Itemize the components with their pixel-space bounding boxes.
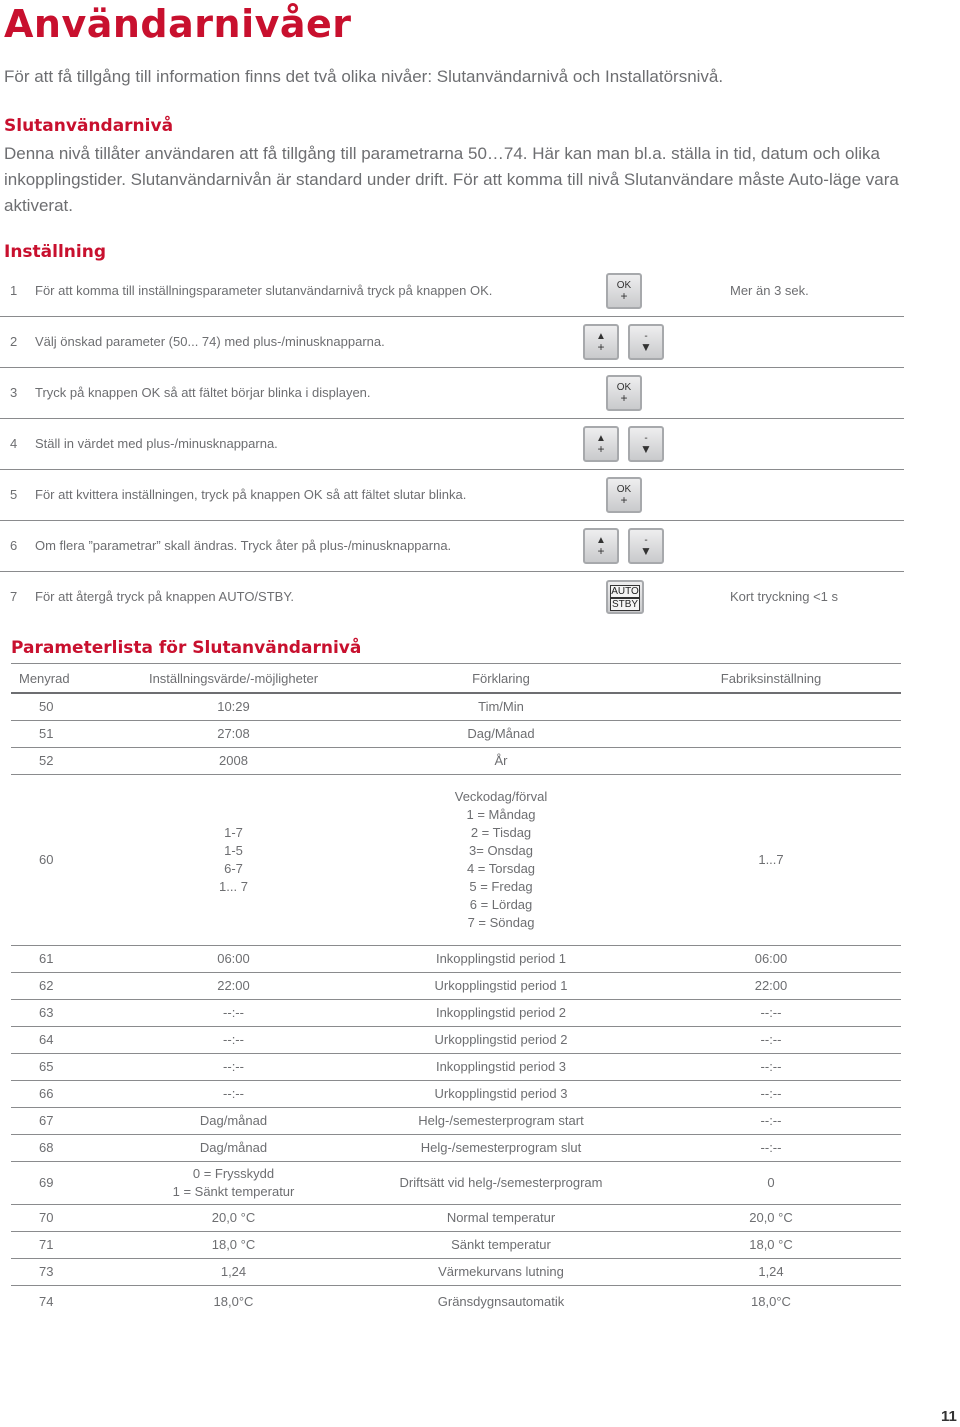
table-cell: [361, 1000, 641, 1027]
cell-text: Helg-/semesterprogram slut: [420, 1140, 582, 1155]
cell-text: 27:08: [217, 726, 250, 741]
table-cell: [361, 946, 641, 973]
table-row: [11, 1108, 901, 1135]
cell-text: --:--: [760, 1032, 782, 1047]
table-cell: [106, 1108, 361, 1135]
section-heading-slutanvandarniva: Slutanvändarnivå: [4, 116, 174, 136]
table-cell: [11, 775, 106, 946]
step-row: [0, 572, 904, 622]
cell-text: 20,0 °C: [211, 1210, 256, 1225]
cell-text: 64: [39, 1032, 54, 1047]
table-cell: [11, 1259, 106, 1286]
cell-text: 2008: [219, 753, 248, 768]
ok-button-icon: [606, 477, 642, 513]
cell-text: 68: [39, 1140, 54, 1155]
page-number: 11: [941, 1408, 957, 1425]
table-row: [11, 1232, 901, 1259]
table-cell: [106, 1162, 361, 1205]
button-label-bottom: +: [597, 442, 605, 456]
cell-text: 18,0 °C: [211, 1237, 256, 1252]
step-text: Tryck på knappen OK så att fältet börjar blinka i displayen.: [35, 385, 371, 400]
table-cell: [11, 1286, 106, 1319]
step-number: 2: [10, 334, 18, 349]
plus-button-icon: [583, 324, 619, 360]
cell-text: 0 = Frysskydd 1 = Sänkt temperatur: [172, 1166, 295, 1199]
ok-button-icon: [606, 375, 642, 411]
step-row: [0, 419, 904, 470]
cell-text: 1-7 1-5 6-7 1... 7: [219, 825, 248, 894]
table-row: [11, 1135, 901, 1162]
cell-text: Värmekurvans lutning: [438, 1264, 564, 1279]
minus-button-icon: [628, 324, 664, 360]
table-row: [11, 1054, 901, 1081]
cell-text: Tim/Min: [478, 699, 524, 714]
table-cell: [641, 721, 901, 748]
cell-text: Dag/månad: [199, 1113, 268, 1128]
cell-text: År: [494, 753, 508, 768]
table-cell: [361, 1286, 641, 1319]
table-cell: [11, 1054, 106, 1081]
step-text: För att kvittera inställningen, tryck på knappen OK så att fältet slutar blinka.: [35, 487, 467, 502]
table-cell: [11, 748, 106, 775]
table-cell: [361, 1232, 641, 1259]
table-cell: [361, 1081, 641, 1108]
table-cell: [11, 721, 106, 748]
table-cell: [361, 973, 641, 1000]
cell-text: --:--: [223, 1032, 244, 1047]
cell-text: 18,0°C: [751, 1294, 791, 1309]
steps-list: [0, 266, 904, 622]
cell-text: Dag/månad: [199, 1140, 268, 1155]
step-number: 5: [10, 487, 18, 502]
step-row: [0, 368, 904, 419]
button-label-bottom: ▼: [640, 544, 652, 558]
table-cell: [641, 1259, 901, 1286]
stby-label: STBY: [611, 599, 639, 610]
table-row: [11, 1205, 901, 1232]
step-row: [0, 317, 904, 368]
cell-text: Veckodag/förval 1 = Måndag 2 = Tisdag 3= Onsdag 4 = Torsdag 5 = Fredag 6 = Lördag 7 = Söndag: [454, 789, 548, 930]
cell-text: 65: [39, 1059, 54, 1074]
auto-stby-button-icon: [606, 580, 644, 614]
table-cell: [361, 721, 641, 748]
table-cell: [641, 693, 901, 721]
column-header-fabriksinstallning: Fabriksinställning: [641, 664, 901, 694]
table-cell: [361, 1259, 641, 1286]
step-text: Om flera ”parametrar” skall ändras. Tryck åter på plus-/minusknapparna.: [35, 538, 452, 553]
table-cell: [106, 1232, 361, 1259]
cell-text: 50: [39, 699, 54, 714]
step-number: 6: [10, 538, 18, 553]
cell-text: 71: [39, 1237, 54, 1252]
cell-text: --:--: [223, 1005, 244, 1020]
table-cell: [361, 693, 641, 721]
step-text: Ställ in värdet med plus-/minusknapparna.: [35, 436, 278, 451]
cell-text: 66: [39, 1086, 54, 1101]
table-row: [11, 1286, 901, 1319]
cell-text: 52: [39, 753, 54, 768]
cell-text: --:--: [223, 1086, 244, 1101]
table-cell: [11, 1108, 106, 1135]
auto-label: AUTO: [611, 586, 639, 597]
table-cell: [11, 1081, 106, 1108]
cell-text: Normal temperatur: [446, 1210, 556, 1225]
section-paragraph: Denna nivå tillåter användaren att få tillgång till parametrarna 50…74. Här kan man bl.a. ställa in tid, datum och olika inkopplingstider. Slutanvändarnivån är standard under drift. För att komma till nivå Slutanvändare måste Auto-läge vara aktiverat.: [4, 144, 899, 215]
cell-text: 73: [39, 1264, 54, 1279]
button-label-top: ▲: [596, 433, 606, 444]
button-label-bottom: ▼: [640, 442, 652, 456]
step-text: Välj önskad parameter (50... 74) med plus-/minusknapparna.: [35, 334, 385, 349]
table-cell: [106, 1259, 361, 1286]
button-label-top: OK: [616, 382, 632, 393]
table-cell: [106, 1000, 361, 1027]
table-row: [11, 1000, 901, 1027]
cell-text: --:--: [760, 1086, 782, 1101]
cell-text: 67: [39, 1113, 54, 1128]
button-label-bottom: +: [620, 391, 628, 405]
cell-text: 1...7: [758, 852, 784, 867]
button-label-bottom: +: [597, 544, 605, 558]
plus-button-icon: [583, 528, 619, 564]
button-label-top: -: [644, 535, 648, 546]
cell-text: --:--: [760, 1113, 782, 1128]
step-note: Mer än 3 sek.: [730, 283, 809, 298]
table-cell: [11, 946, 106, 973]
column-header-menyrad: Menyrad: [11, 664, 106, 694]
table-cell: [11, 1135, 106, 1162]
intro-text: För att få tillgång till information finns det två olika nivåer: Slutanvändarnivå och Installatörsnivå.: [4, 67, 724, 86]
section-heading-installning: Inställning: [4, 242, 106, 262]
table-cell: [361, 1205, 641, 1232]
button-label-top: OK: [616, 280, 632, 291]
button-label-bottom: +: [620, 289, 628, 303]
table-row: [11, 1081, 901, 1108]
cell-text: --:--: [760, 1005, 782, 1020]
button-label-top: OK: [616, 484, 632, 495]
cell-text: 20,0 °C: [749, 1210, 793, 1225]
cell-text: 60: [39, 852, 54, 867]
step-note: Kort tryckning <1 s: [730, 589, 839, 604]
button-label-bottom: +: [620, 493, 628, 507]
table-cell: [361, 1135, 641, 1162]
step-number: 1: [10, 283, 18, 298]
cell-text: Inkopplingstid period 3: [435, 1059, 567, 1074]
cell-text: Inkopplingstid period 1: [435, 951, 567, 966]
column-header-forklaring: Förklaring: [361, 664, 641, 694]
cell-text: --:--: [760, 1140, 782, 1155]
cell-text: 51: [39, 726, 54, 741]
table-row: [11, 748, 901, 775]
table-cell: [106, 1205, 361, 1232]
table-row: [11, 1162, 901, 1205]
table-cell: [361, 748, 641, 775]
cell-text: Urkopplingstid period 1: [434, 978, 568, 993]
table-row: [11, 721, 901, 748]
step-text: För att återgå tryck på knappen AUTO/STBY.: [35, 589, 294, 604]
table-cell: [106, 1286, 361, 1319]
table-cell: [641, 1054, 901, 1081]
table-cell: [11, 1232, 106, 1259]
cell-text: 18,0 °C: [749, 1237, 793, 1252]
cell-text: 0: [767, 1175, 775, 1190]
cell-text: --:--: [223, 1059, 244, 1074]
table-cell: [641, 775, 901, 946]
table-header-row: [11, 664, 901, 694]
table-cell: [361, 1054, 641, 1081]
table-cell: [641, 1000, 901, 1027]
table-cell: [106, 1027, 361, 1054]
table-cell: [11, 973, 106, 1000]
parameter-table: [11, 663, 901, 1318]
cell-text: Inkopplingstid period 2: [435, 1005, 567, 1020]
table-row: [11, 775, 901, 946]
button-label-bottom: +: [597, 340, 605, 354]
cell-text: Urkopplingstid period 2: [434, 1032, 568, 1047]
step-text: För att komma till inställningsparameter slutanvändarnivå tryck på knappen OK.: [35, 283, 493, 298]
button-label-top: -: [644, 433, 648, 444]
table-cell: [106, 1135, 361, 1162]
table-cell: [641, 1286, 901, 1319]
cell-text: 10:29: [217, 699, 250, 714]
button-label-top: ▲: [596, 535, 606, 546]
table-cell: [361, 1108, 641, 1135]
cell-text: 1,24: [758, 1264, 784, 1279]
cell-text: 22:00: [754, 978, 788, 993]
table-cell: [11, 693, 106, 721]
cell-text: 70: [39, 1210, 54, 1225]
cell-text: Gränsdygnsautomatik: [437, 1294, 565, 1309]
table-row: [11, 946, 901, 973]
table-cell: [641, 946, 901, 973]
cell-text: Sänkt temperatur: [451, 1237, 551, 1252]
step-number: 4: [10, 436, 18, 451]
cell-text: Dag/Månad: [467, 726, 535, 741]
cell-text: Driftsätt vid helg-/semesterprogram: [399, 1175, 603, 1190]
cell-text: 06:00: [217, 951, 250, 966]
table-cell: [106, 946, 361, 973]
table-cell: [106, 721, 361, 748]
table-cell: [641, 1027, 901, 1054]
table-cell: [641, 1108, 901, 1135]
cell-text: Urkopplingstid period 3: [434, 1086, 568, 1101]
table-cell: [11, 1205, 106, 1232]
step-number: 7: [10, 589, 18, 604]
table-row: [11, 1259, 901, 1286]
cell-text: 63: [39, 1005, 54, 1020]
cell-text: 61: [39, 951, 54, 966]
table-cell: [641, 748, 901, 775]
table-row: [11, 1027, 901, 1054]
table-row: [11, 973, 901, 1000]
table-cell: [106, 748, 361, 775]
cell-text: 06:00: [754, 951, 788, 966]
plus-button-icon: [583, 426, 619, 462]
cell-text: --:--: [760, 1059, 782, 1074]
cell-text: 74: [39, 1294, 54, 1309]
table-cell: [106, 1081, 361, 1108]
column-header-installningsvarde: Inställningsvärde/-möjligheter: [106, 664, 361, 694]
section-heading-parameterlista: Parameterlista för Slutanvändarnivå: [11, 638, 362, 658]
minus-button-icon: [628, 528, 664, 564]
table-cell: [641, 1162, 901, 1205]
table-row: [11, 693, 901, 721]
table-cell: [641, 1081, 901, 1108]
cell-text: 22:00: [217, 978, 250, 993]
table-cell: [361, 1027, 641, 1054]
table-cell: [106, 973, 361, 1000]
table-cell: [11, 1162, 106, 1205]
table-cell: [361, 1162, 641, 1205]
step-number: 3: [10, 385, 18, 400]
ok-button-icon: [606, 273, 642, 309]
table-cell: [641, 973, 901, 1000]
cell-text: 18,0°C: [213, 1294, 254, 1309]
page-title: Användarnivåer: [4, 2, 352, 46]
table-cell: [641, 1205, 901, 1232]
table-cell: [106, 1054, 361, 1081]
table-cell: [361, 775, 641, 946]
cell-text: Helg-/semesterprogram start: [418, 1113, 584, 1128]
step-row: [0, 266, 904, 317]
cell-text: 69: [39, 1175, 54, 1190]
table-cell: [11, 1000, 106, 1027]
button-label-bottom: ▼: [640, 340, 652, 354]
table-cell: [106, 693, 361, 721]
table-cell: [11, 1027, 106, 1054]
step-row: [0, 470, 904, 521]
table-cell: [641, 1135, 901, 1162]
step-row: [0, 521, 904, 572]
table-cell: [106, 775, 361, 946]
table-cell: [641, 1232, 901, 1259]
button-label-top: ▲: [596, 331, 606, 342]
button-label-top: -: [644, 331, 648, 342]
cell-text: 62: [39, 978, 54, 993]
minus-button-icon: [628, 426, 664, 462]
cell-text: 1,24: [220, 1264, 247, 1279]
